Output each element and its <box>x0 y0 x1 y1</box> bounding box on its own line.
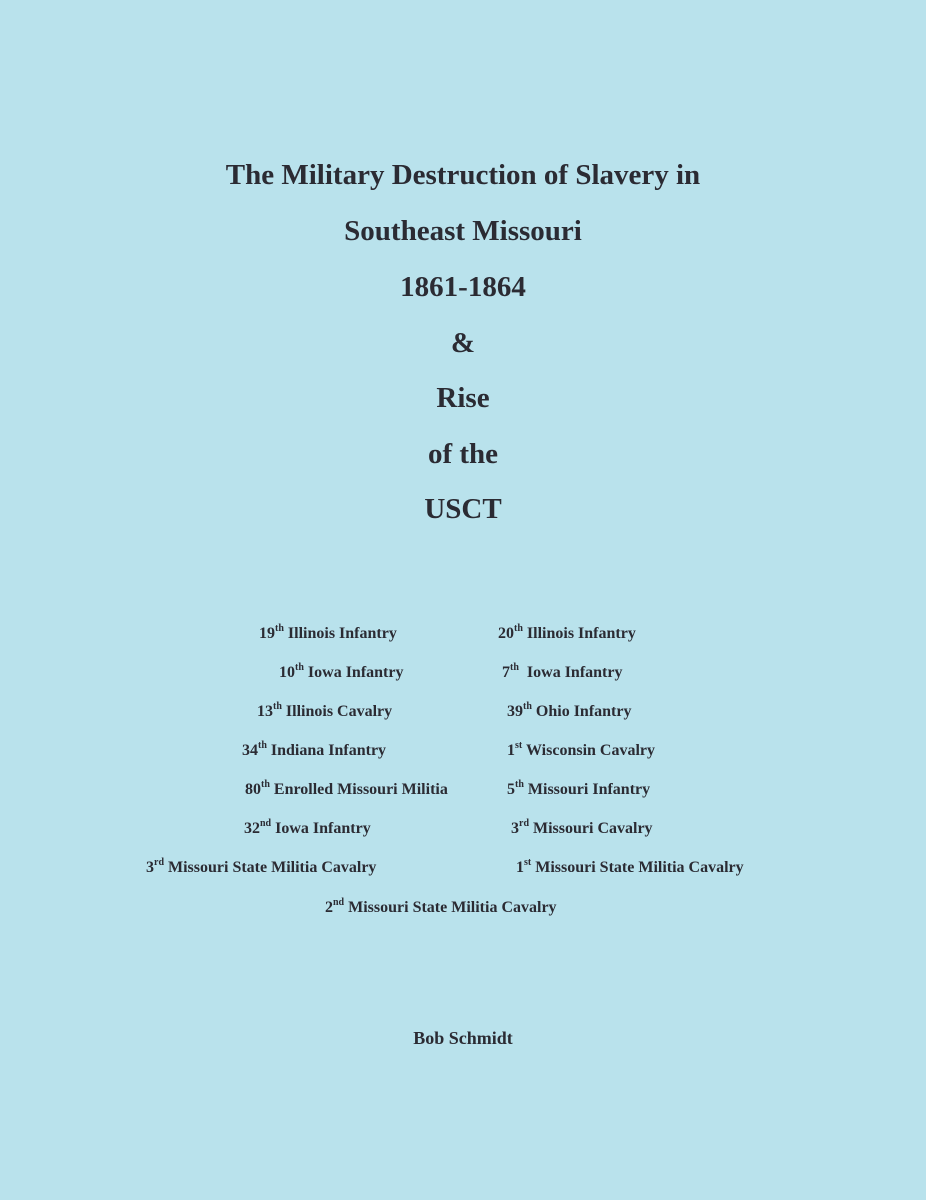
regiment-name: Illinois Infantry <box>287 625 397 642</box>
regiment-number: 32 <box>244 820 260 837</box>
title-line-4: & <box>450 327 476 359</box>
regiment-number: 10 <box>279 664 295 681</box>
regiment-name: Enrolled Missouri Militia <box>273 781 448 798</box>
ordinal-suffix: nd <box>260 817 272 829</box>
regiment-item <box>507 702 631 722</box>
regiment-item <box>279 663 403 683</box>
ordinal-suffix: st <box>524 856 532 868</box>
regiment-name: Illinois Cavalry <box>285 703 393 720</box>
ordinal-suffix: th <box>510 661 519 673</box>
regiment-number: 20 <box>498 625 514 642</box>
ordinal-suffix: th <box>258 739 267 751</box>
ordinal-suffix: nd <box>333 896 345 908</box>
regiment-name: Illinois Infantry <box>526 625 636 642</box>
author-name: Bob Schmidt <box>413 1028 513 1048</box>
regiment-number: 1 <box>516 859 524 876</box>
ordinal-suffix: th <box>295 661 304 673</box>
regiment-item <box>146 858 376 878</box>
regiment-name: Missouri Cavalry <box>533 820 653 837</box>
regiment-item <box>245 780 448 800</box>
regiment-item <box>507 780 650 800</box>
ordinal-suffix: th <box>261 778 270 790</box>
title-line-5: Rise <box>436 382 490 414</box>
regiment-item <box>502 663 622 683</box>
ordinal-suffix: rd <box>519 817 529 829</box>
regiment-name: Missouri State Militia Cavalry <box>535 859 744 876</box>
ordinal-suffix: th <box>273 700 282 712</box>
regiment-name: Ohio Infantry <box>535 703 632 720</box>
regiment-item <box>511 819 653 839</box>
regiment-name: Indiana Infantry <box>270 742 387 759</box>
regiment-number: 80 <box>245 781 261 798</box>
regiment-item <box>498 624 636 644</box>
regiment-item <box>259 624 397 644</box>
regiment-item <box>242 741 386 761</box>
regiment-name: Missouri Infantry <box>527 781 651 798</box>
regiment-number: 1 <box>507 742 515 759</box>
regiment-item <box>325 898 557 918</box>
regiment-number: 7 <box>502 664 510 681</box>
regiment-number: 19 <box>259 625 275 642</box>
regiment-number: 13 <box>257 703 273 720</box>
ordinal-suffix: th <box>515 778 524 790</box>
regiment-number: 3 <box>146 859 154 876</box>
title-line-1: The Military Destruction of Slavery in <box>225 159 701 191</box>
regiment-name: Wisconsin Cavalry <box>525 742 656 759</box>
regiment-number: 3 <box>511 820 519 837</box>
title-line-3: 1861-1864 <box>400 271 526 303</box>
regiment-number: 34 <box>242 742 258 759</box>
regiment-name: Iowa Infantry <box>526 664 623 681</box>
regiment-number: 5 <box>507 781 515 798</box>
regiment-item <box>507 741 655 761</box>
regiment-item <box>244 819 371 839</box>
regiment-name: Missouri State Militia Cavalry <box>348 899 557 916</box>
regiment-item <box>516 858 744 878</box>
title-line-7: USCT <box>424 493 502 525</box>
ordinal-suffix: st <box>515 739 523 751</box>
regiment-number: 39 <box>507 703 523 720</box>
ordinal-suffix: th <box>514 622 523 634</box>
regiment-number: 2 <box>325 899 333 916</box>
regiment-item <box>257 702 392 722</box>
regiment-name: Iowa Infantry <box>275 820 371 837</box>
ordinal-suffix: th <box>523 700 532 712</box>
title-line-2: Southeast Missouri <box>344 215 582 247</box>
title-line-6: of the <box>427 438 499 470</box>
ordinal-suffix: rd <box>154 856 164 868</box>
ordinal-suffix: th <box>275 622 284 634</box>
regiment-name: Iowa Infantry <box>307 664 404 681</box>
regiment-name: Missouri State Militia Cavalry <box>168 859 377 876</box>
